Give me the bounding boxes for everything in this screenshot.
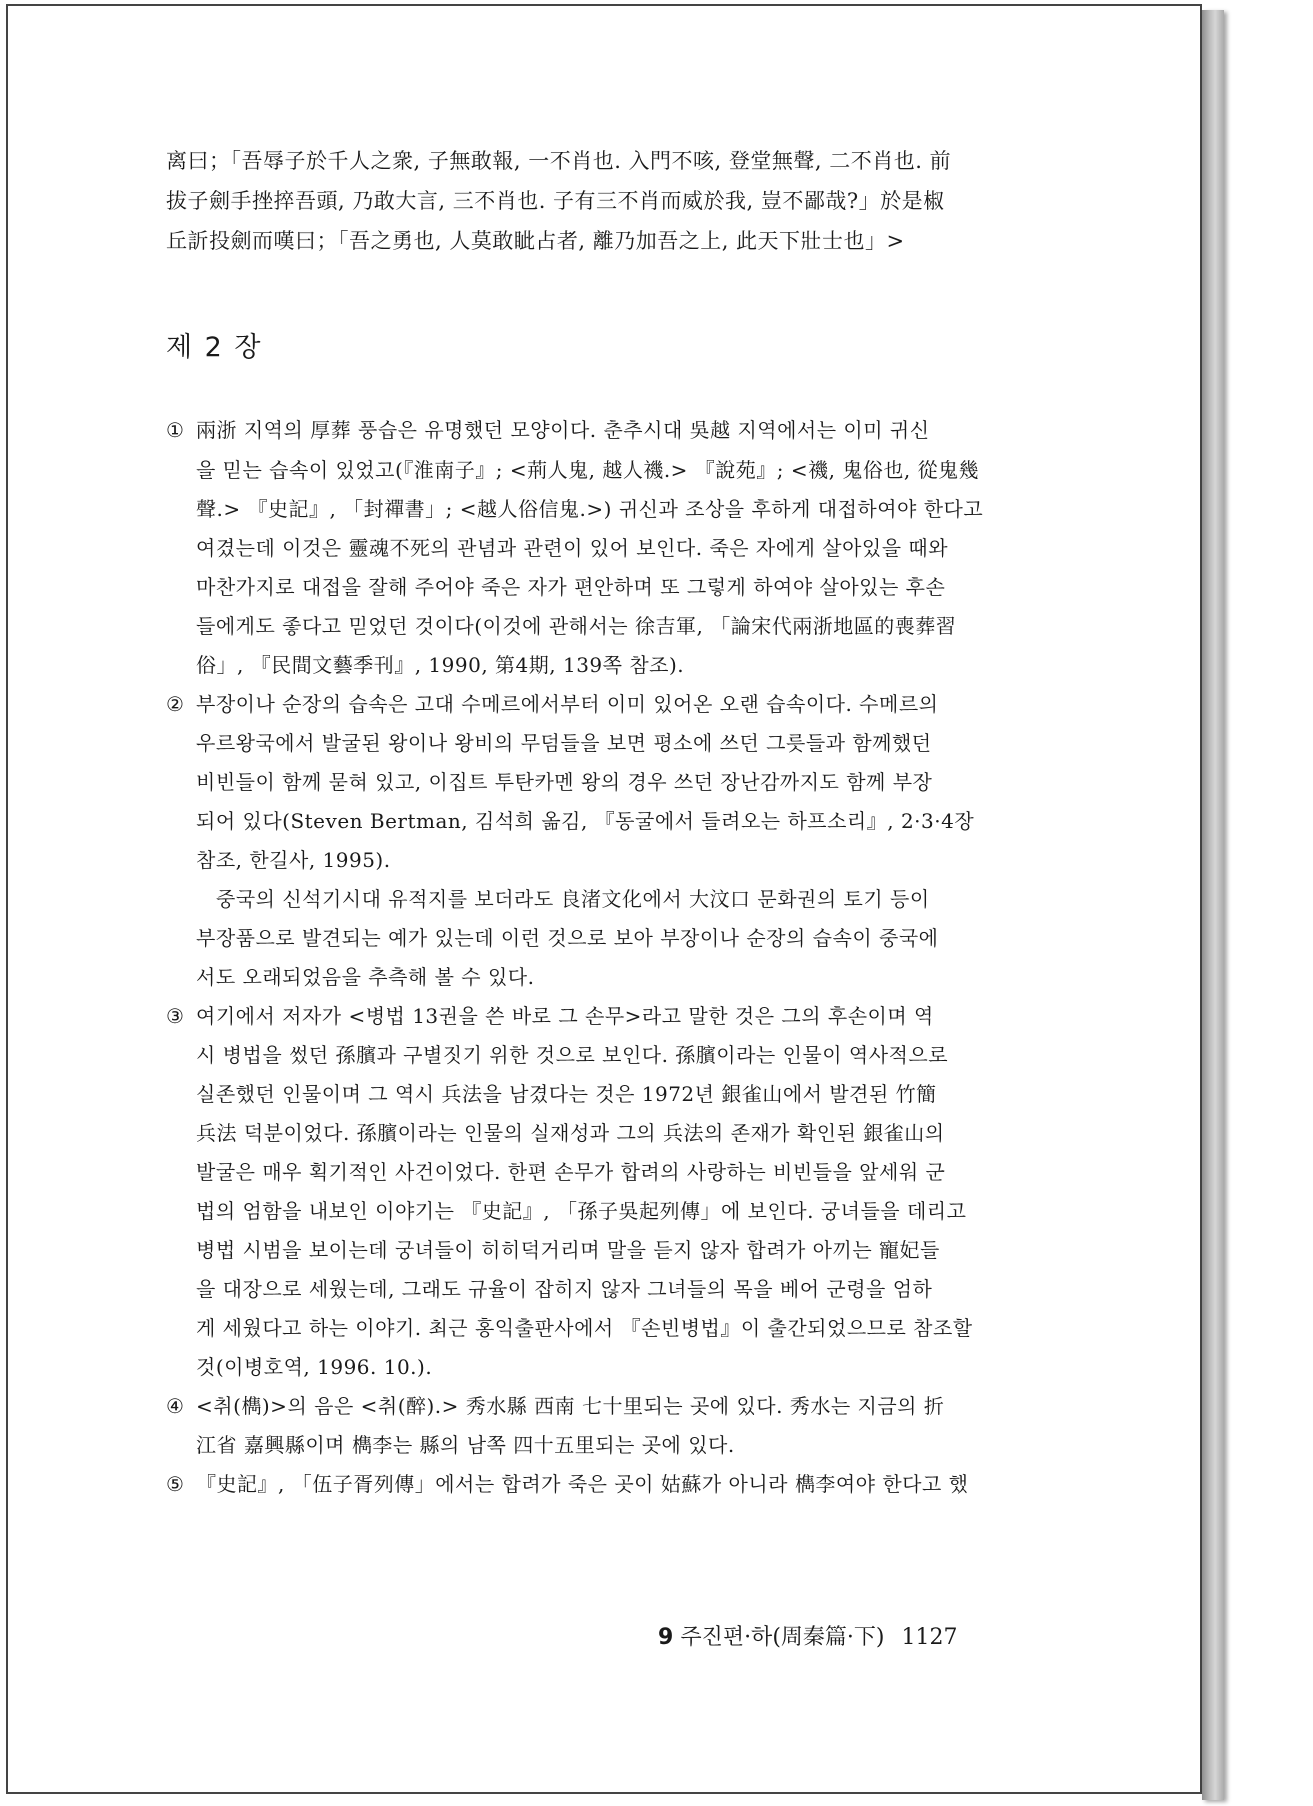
- footnote-line: 참조, 한길사, 1995).: [196, 848, 391, 872]
- footnote-marker: ②: [166, 692, 185, 716]
- footnote-line: 병법 시범을 보이는데 궁녀들이 히히덕거리며 말을 듣지 않자 합려가 아끼는 寵妃들: [196, 1238, 940, 1262]
- footnote-line: 서도 오래되었음을 추측해 볼 수 있다.: [196, 965, 535, 989]
- footnote-line: 것(이병호역, 1996. 10.).: [196, 1355, 433, 1379]
- footnote-line: 을 믿는 습속이 있었고(『淮南子』; <荊人鬼, 越人禨.> 『說苑』; <禨, 鬼俗也, 從鬼幾: [196, 458, 980, 482]
- footnote-line: 들에게도 좋다고 믿었던 것이다(이것에 관해서는 徐吉軍, 「論宋代兩浙地區的喪葬習: [196, 614, 957, 638]
- footnote-line: 여기에서 저자가 <병법 13권을 쓴 바로 그 손무>라고 말한 것은 그의 후손이며 역: [196, 1004, 934, 1028]
- footer-chapter-title: 주진편·하(周秦篇·下): [680, 1625, 885, 1650]
- footnote-line: 우르왕국에서 발굴된 왕이나 왕비의 무덤들을 보면 평소에 쓰던 그릇들과 함께했던: [196, 731, 932, 755]
- footnote-line: 게 세웠다고 하는 이야기. 최근 홍익출판사에서 『손빈병법』이 출간되었으므로 참조할: [196, 1316, 973, 1340]
- footnote-line: 법의 엄함을 내보인 이야기는 『史記』, 「孫子吳起列傳」에 보인다. 궁녀들을 데리고: [196, 1199, 967, 1223]
- footnote-marker: ④: [166, 1394, 185, 1418]
- footnote-marker: ⑤: [166, 1472, 185, 1496]
- page-number: 1127: [901, 1625, 958, 1650]
- page-footer: [658, 1620, 957, 1656]
- footnote-line: 여겼는데 이것은 靈魂不死의 관념과 관련이 있어 보인다. 죽은 자에게 살아있을 때와: [196, 536, 949, 560]
- footnote-line: 을 대장으로 세웠는데, 그래도 규율이 잡히지 않자 그녀들의 목을 베어 군령을 엄하: [196, 1277, 933, 1301]
- footnote-line: 兵法 덕분이었다. 孫臏이라는 인물의 실재성과 그의 兵法의 존재가 확인된 銀雀山의: [196, 1121, 945, 1145]
- footnote-line: 중국의 신석기시대 유적지를 보더라도 良渚文化에서 大汶口 문화권의 토기 등이: [216, 887, 930, 911]
- quote-line: 拔子劍手挫捽吾頭, 乃敢大言, 三不肖也. 子有三不肖而威於我, 豈不鄙哉?」於是椒: [166, 189, 945, 213]
- footnote-line: 江省 嘉興縣이며 檇李는 縣의 남쪽 四十五里되는 곳에 있다.: [196, 1433, 735, 1457]
- footnote-line: 兩浙 지역의 厚葬 풍습은 유명했던 모양이다. 춘추시대 吳越 지역에서는 이미 귀신: [196, 418, 930, 442]
- footnote-line: <취(檇)>의 음은 <취(醉).> 秀水縣 西南 七十里되는 곳에 있다. 秀水는 지금의 折: [196, 1394, 945, 1418]
- footer-chapter-number: 9: [658, 1625, 674, 1650]
- quote-line: 离曰；「吾辱子於千人之衆, 子無敢報, 一不肖也. 入門不咳, 登堂無聲, 二不肖也. 前: [166, 149, 952, 173]
- footnote-line: 되어 있다(Steven Bertman, 김석희 옮김, 『동굴에서 들려오는 하프소리』, 2·3·4장: [196, 809, 975, 833]
- footnote-line: 俗」, 『民間文藝季刊』, 1990, 第4期, 139쪽 참조).: [196, 653, 685, 677]
- footnote-line: 聲.> 『史記』, 「封禪書」; <越人俗信鬼.>) 귀신과 조상을 후하게 대접하여야 한다고: [196, 497, 984, 521]
- footnote-line: 발굴은 매우 획기적인 사건이었다. 한편 손무가 합려의 사랑하는 비빈들을 앞세워 군: [196, 1160, 946, 1184]
- footnote-line: 마찬가지로 대접을 잘해 주어야 죽은 자가 편안하며 또 그렇게 하여야 살아있는 후손: [196, 575, 946, 599]
- chapter-heading: 제 2 장: [166, 332, 263, 363]
- footnote-marker: ③: [166, 1004, 185, 1028]
- footnote-line: 시 병법을 썼던 孫臏과 구별짓기 위한 것으로 보인다. 孫臏이라는 인물이 역사적으로: [196, 1043, 949, 1067]
- footnote-line: 『史記』, 「伍子胥列傳」에서는 합려가 죽은 곳이 姑蘇가 아니라 檇李여야 한다고 했: [196, 1472, 969, 1496]
- page-stack-edge: [1202, 10, 1224, 1800]
- footnote-line: 실존했던 인물이며 그 역시 兵法을 남겼다는 것은 1972년 銀雀山에서 발견된 竹簡: [196, 1082, 937, 1106]
- footnote-line: 비빈들이 함께 묻혀 있고, 이집트 투탄카멘 왕의 경우 쓰던 장난감까지도 함께 부장: [196, 770, 933, 794]
- quote-line: 丘訢投劍而嘆曰；「吾之勇也, 人莫敢眦占者, 離乃加吾之上, 此天下壯士也」>: [166, 229, 905, 253]
- footnote-line: 부장이나 순장의 습속은 고대 수메르에서부터 이미 있어온 오랜 습속이다. 수메르의: [196, 692, 939, 716]
- footnote-marker: ①: [166, 418, 185, 442]
- footnote-line: 부장품으로 발견되는 예가 있는데 이런 것으로 보아 부장이나 순장의 습속이 중국에: [196, 926, 939, 950]
